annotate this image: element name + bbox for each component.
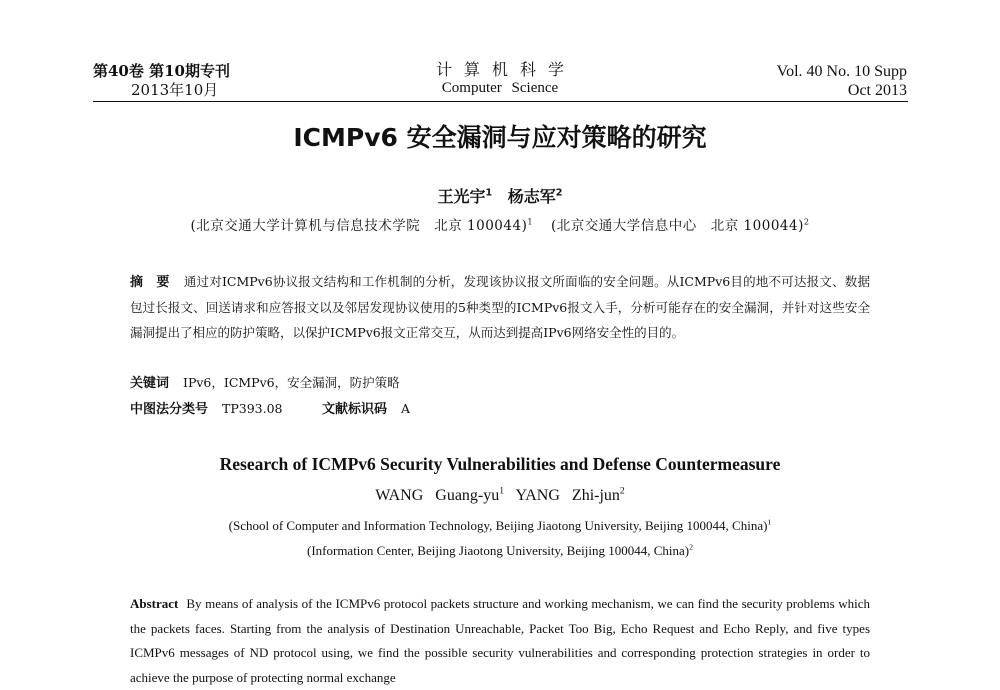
abstract-text-zh: 通过对ICMPv6协议报文结构和工作机制的分析，发现该协议报文所面临的安全问题。从ICMPv6目的地不可达报文、数据包过长报文、回送请求和应答报文以及邻居发现协议使用的5种类型的ICMPv6报文入手，分析可能存在的安全漏洞，并针对这些安全漏洞提出了相应的防护策略，以保护ICMPv6报文正常交互，从而达到提高IPv6网络安全性的目的。	[130, 274, 870, 340]
header-date-en: Oct 2013	[847, 82, 907, 99]
author-affil-mark-en: 1	[499, 485, 505, 497]
abstract-label-en: Abstract	[130, 596, 179, 611]
affiliation-mark: 2	[803, 216, 810, 227]
author-name: 杨志军	[507, 187, 556, 206]
author-name-en: WANG Guang-yu	[375, 487, 500, 504]
abstract-label-zh: 摘 要	[130, 275, 170, 290]
abstract-en	[130, 592, 870, 690]
affiliation-en-2	[0, 541, 1000, 561]
header-volume-issue: 第40卷 第10期专刊	[93, 62, 230, 80]
author-name-en: YANG Zhi-jun	[515, 487, 620, 504]
header-volume-info-en	[777, 62, 907, 100]
document-code: A	[401, 401, 411, 416]
paper-title-zh: ICMPv6 安全漏洞与应对策略的研究	[293, 123, 707, 152]
author-name: 王光宇	[437, 187, 486, 206]
abstract-text-en: By means of analysis of the ICMPv6 protocol packets structure and working mechanism, we can find the security problems which the packets faces. Starting from the analysis of Destination Unreachable, Packet Too Big, Echo Request and Echo Reply, and five types ICMPv6 messages of ND protocol using, we find the possible security vulnerabilities and corresponding protection strategies in order to achieve the purpose of protecting normal exchange	[130, 596, 870, 685]
affiliation-mark-en: 1	[767, 517, 772, 527]
header-rule	[93, 101, 908, 102]
header-volume-en: Vol. 40 No. 10 Supp	[776, 63, 907, 80]
document-code-label: 文献标识码	[322, 402, 388, 417]
classification-line	[130, 398, 410, 421]
affiliation-en-1	[0, 516, 1000, 536]
paper-title-en: Research of ICMPv6 Security Vulnerabilities and Defense Countermeasure	[219, 454, 781, 474]
classification-code: TP393.08	[222, 401, 283, 416]
affiliations-zh	[0, 216, 1000, 236]
author-affil-mark: 1	[485, 187, 493, 199]
journal-name-en: Computer Science	[441, 80, 559, 96]
keywords-text-zh: IPv6，ICMPv6，安全漏洞，防护策略	[183, 375, 400, 390]
affiliation-text-en: (School of Computer and Information Technology, Beijing Jiaotong University, Beijing 100044, China)	[228, 518, 768, 533]
affiliation-mark: 1	[527, 216, 533, 227]
keywords-label-zh: 关键词	[130, 376, 170, 391]
header-date-zh: 2013年10月	[131, 81, 219, 99]
author-affil-mark: 2	[555, 187, 563, 199]
author-affil-mark-en: 2	[619, 485, 625, 497]
journal-name-zh: 计算机科学	[435, 60, 576, 79]
abstract-zh	[130, 269, 870, 345]
keywords-zh	[130, 372, 400, 395]
authors-en	[0, 485, 1000, 507]
affiliation-mark-en: 2	[689, 542, 693, 552]
affiliation-text: (北京交通大学计算机与信息技术学院 北京 100044)	[190, 218, 528, 234]
authors-zh	[0, 186, 1000, 208]
classification-label: 中图法分类号	[130, 402, 209, 417]
affiliation-text-en: (Information Center, Beijing Jiaotong University, Beijing 100044, China)	[307, 543, 690, 558]
affiliation-text: (北京交通大学信息中心 北京 100044)	[551, 218, 804, 234]
